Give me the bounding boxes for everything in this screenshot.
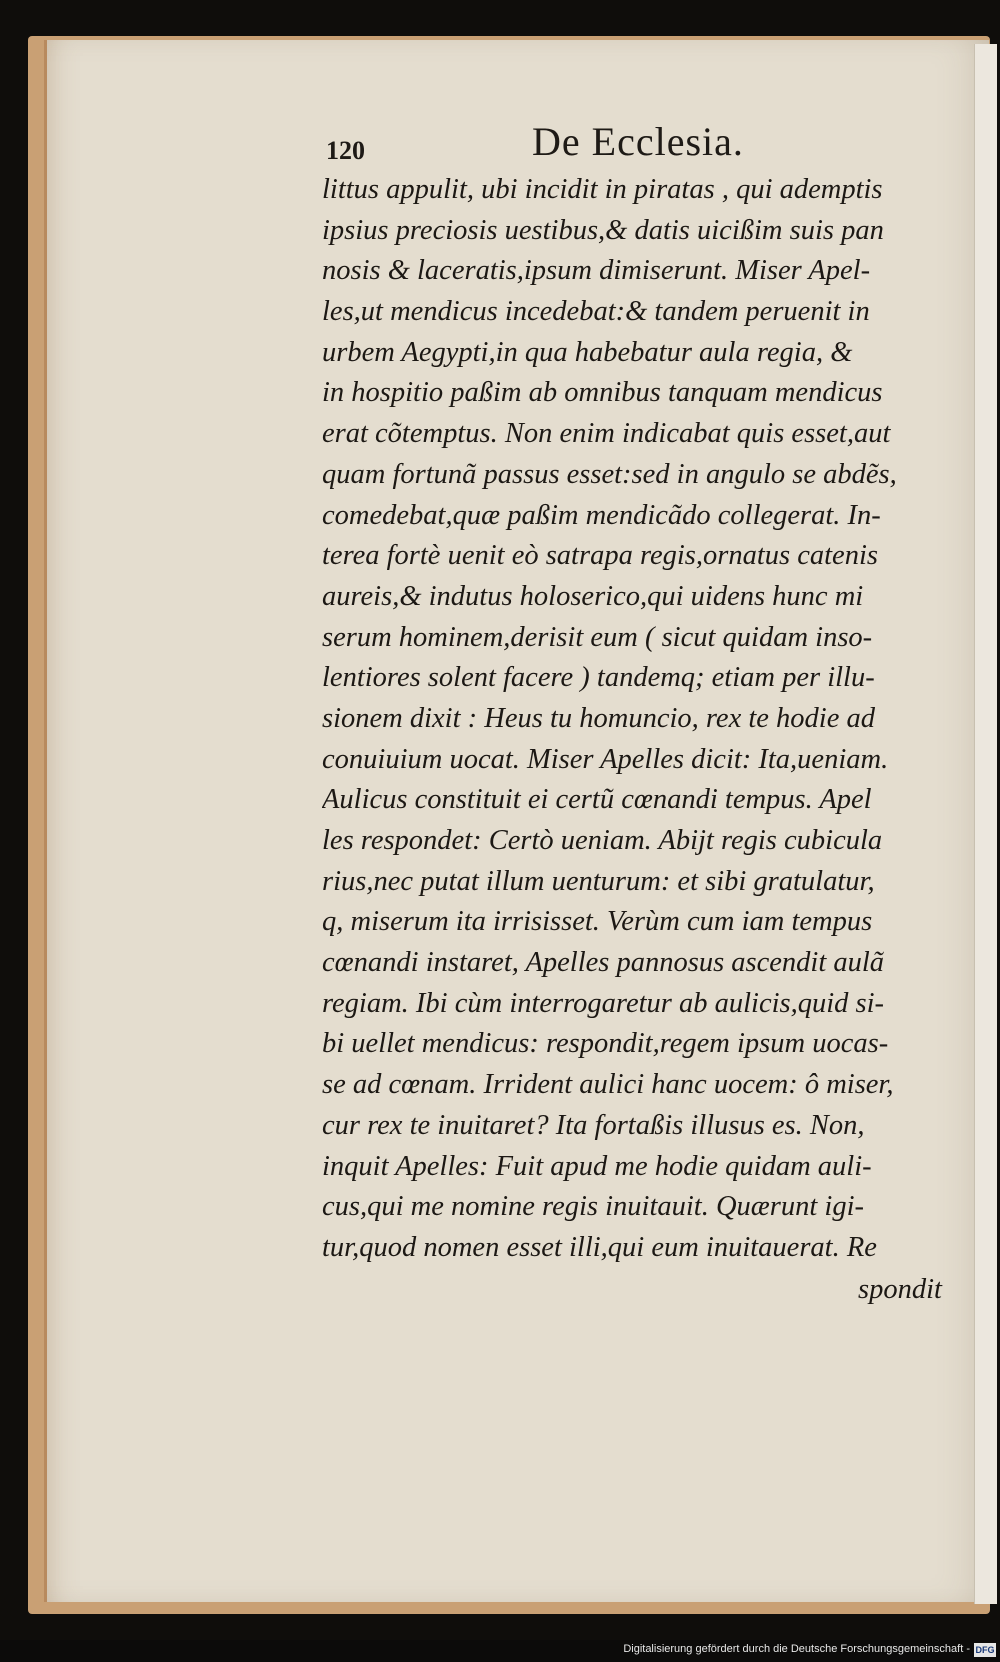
text-line: les,ut mendicus incedebat:& tandem peruenit in bbox=[322, 296, 870, 328]
text-line: in hospitio paßim ab omnibus tanquam mendicus bbox=[322, 377, 883, 409]
text-line: Aulicus constituit ei certũ cœnandi tempus. Apel bbox=[322, 784, 872, 816]
text-line: conuiuium uocat. Miser Apelles dicit: Ita,ueniam. bbox=[322, 743, 889, 775]
text-line: nosis & laceratis,ipsum dimiserunt. Miser Apel- bbox=[322, 255, 871, 287]
text-line: les respondet: Certò ueniam. Abijt regis cubicula bbox=[322, 825, 883, 856]
text-line: terea fortè uenit eò satrapa regis,ornatus catenis bbox=[322, 540, 878, 572]
text-line: ipsius preciosis uestibus,& datis uicißim suis pan bbox=[322, 214, 884, 246]
page-header bbox=[326, 118, 946, 168]
text-line: erat cõtemptus. Non enim indicabat quis esset,aut bbox=[322, 418, 891, 450]
dfg-logo-icon: DFG bbox=[975, 1645, 995, 1655]
page-edge bbox=[974, 44, 997, 1604]
text-line: inquit Apelles: Fuit apud me hodie quidam auli- bbox=[322, 1150, 872, 1182]
text-line: lentiores solent facere ) tandemq; etiam per illu- bbox=[322, 662, 875, 694]
text-line: se ad cœnam. Irrident aulici hanc uocem: ô miser, bbox=[322, 1069, 894, 1101]
text-line: cus,qui me nomine regis inuitauit. Quærunt igi- bbox=[322, 1191, 865, 1223]
text-line: cœnandi instaret, Apelles pannosus ascendit aulã bbox=[322, 947, 885, 979]
text-line: bi uellet mendicus: respondit,regem ipsum uocas- bbox=[322, 1028, 889, 1060]
text-line: q, miserum ita irrisisset. Verùm cum iam tempus bbox=[322, 906, 873, 938]
text-line: littus appulit, ubi incidit in piratas , qui ademptis bbox=[322, 174, 883, 205]
text-line: serum hominem,derisit eum ( sicut quidam inso- bbox=[322, 621, 873, 653]
text-line: cur rex te inuitaret? Ita fortaßis illusus es. Non, bbox=[322, 1109, 865, 1141]
text-line: urbem Aegypti,in qua habebatur aula regia, & bbox=[322, 336, 853, 368]
catchword: spondit bbox=[858, 1274, 942, 1305]
text-line: regiam. Ibi cùm interrogaretur ab aulicis,quid si- bbox=[322, 987, 885, 1019]
text-line: tur,quod nomen esset illi,qui eum inuitauerat. Re bbox=[322, 1231, 877, 1263]
text-line: quam fortunã passus esset:sed in angulo se abdẽs, bbox=[322, 458, 897, 490]
page-number: 120 bbox=[326, 136, 365, 165]
text-line: rius,nec putat illum uenturum: et sibi gratulatur, bbox=[322, 865, 875, 897]
running-title: De Ecclesia. bbox=[532, 119, 744, 164]
body-text bbox=[322, 170, 954, 1269]
text-line: aureis,& indutus holoserico,qui uidens hunc mi bbox=[322, 580, 864, 612]
digitization-credit: Digitalisierung gefördert durch die Deutsche Forschungsgemeinschaft - bbox=[623, 1643, 970, 1655]
text-line: comedebat,quæ paßim mendicãdo collegerat. In- bbox=[322, 499, 881, 531]
text-line: sionem dixit : Heus tu homuncio, rex te hodie ad bbox=[322, 702, 875, 734]
